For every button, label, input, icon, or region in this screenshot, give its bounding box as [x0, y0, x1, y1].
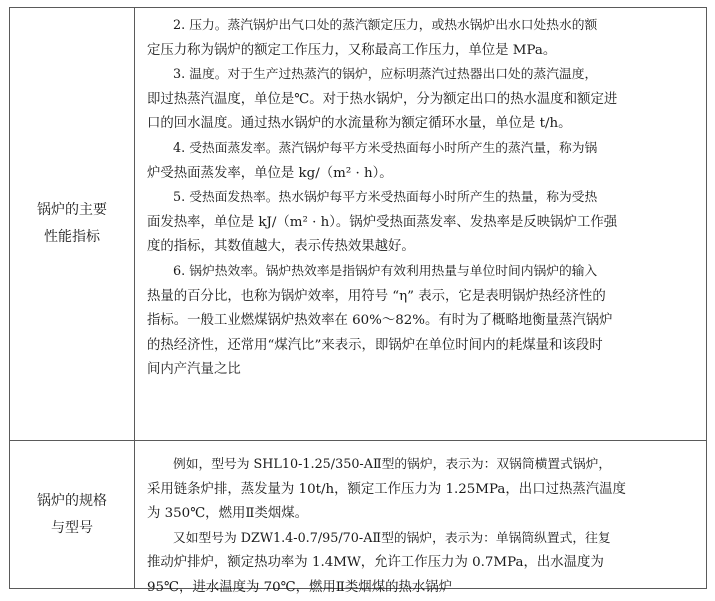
row-label-line: 性能指标 — [44, 229, 100, 245]
text-line: 3. 温度。对于生产过热蒸汽的锅炉，应标明蒸汽过热器出口处的蒸汽温度， — [173, 67, 598, 83]
text-line: 度的指标，其数值越大，表示传热效果越好。 — [147, 239, 415, 255]
text-line: 口的回水温度。通过热水锅炉的水流量称为额定循环水量，单位是 t/h。 — [147, 116, 572, 132]
text-line: 为 350℃，燃用Ⅱ类烟煤。 — [147, 506, 309, 522]
row-label-line: 锅炉的主要 — [37, 202, 107, 218]
row-label-performance — [10, 8, 135, 440]
text-line: 采用链条炉排，蒸发量为 10t/h，额定工作压力为 1.25MPa，出口过热蒸汽温度 — [147, 481, 626, 497]
text-line: 即过热蒸汽温度，单位是℃。对于热水锅炉，分为额定出口的热水温度和额定进 — [147, 91, 618, 107]
text-line: 又如型号为 DZW1.4-0.7/95/70-AⅡ型的锅炉，表示为：单锅筒纵置式，往复 — [173, 530, 611, 546]
row-label-line: 锅炉的规格 — [37, 492, 107, 509]
text-line: 炉受热面蒸发率，单位是 kg/（m² · h）。 — [147, 165, 393, 181]
text-line: 的热经济性，还常用“煤汽比”来表示，即锅炉在单位时间内的耗煤量和该段时 — [147, 337, 603, 353]
row-content-model — [135, 441, 706, 595]
text-line: 定压力称为锅炉的额定工作压力，又称最高工作压力，单位是 MPa。 — [147, 42, 557, 58]
text-line: 间内产汽量之比 — [147, 362, 241, 378]
text-line: 指标。一般工业燃煤锅炉热效率在 60%～82%。有时为了概略地衡量蒸汽锅炉 — [147, 313, 613, 329]
text-line: 面发热率，单位是 kJ/（m² · h）。锅炉受热面蒸发率、发热率是反映锅炉工作强 — [147, 214, 618, 230]
text-line: 95℃，进水温度为 70℃，燃用Ⅱ类烟煤的热水锅炉 — [147, 579, 453, 595]
text-line: 推动炉排炉，额定热功率为 1.4MW，允许工作压力为 0.7MPa，出水温度为 — [147, 555, 604, 571]
text-line: 2. 压力。蒸汽锅炉出气口处的蒸汽额定压力，或热水锅炉出水口处热水的额 — [173, 18, 598, 33]
text-line: 例如，型号为 SHL10-1.25/350-AⅡ型的锅炉，表示为：双锅筒横置式锅炉， — [173, 457, 612, 472]
spec-table — [9, 7, 707, 595]
text-line: 6. 锅炉热效率。锅炉热效率是指锅炉有效利用热量与单位时间内锅炉的输入 — [173, 263, 598, 279]
text-line: 5. 受热面发热率。热水锅炉每平方米受热面每小时所产生的热量，称为受热 — [173, 190, 598, 206]
row-content-performance — [135, 8, 706, 440]
table-row-model — [10, 441, 706, 595]
text-line: 热量的百分比，也称为锅炉效率，用符号 “η” 表示，它是表明锅炉热经济性的 — [147, 288, 606, 304]
row-label-model — [10, 441, 135, 588]
table-row-performance — [10, 8, 706, 441]
row-label-line: 与型号 — [51, 519, 93, 536]
text-line: 4. 受热面蒸发率。蒸汽锅炉每平方米受热面每小时所产生的蒸汽量，称为锅 — [173, 140, 598, 156]
